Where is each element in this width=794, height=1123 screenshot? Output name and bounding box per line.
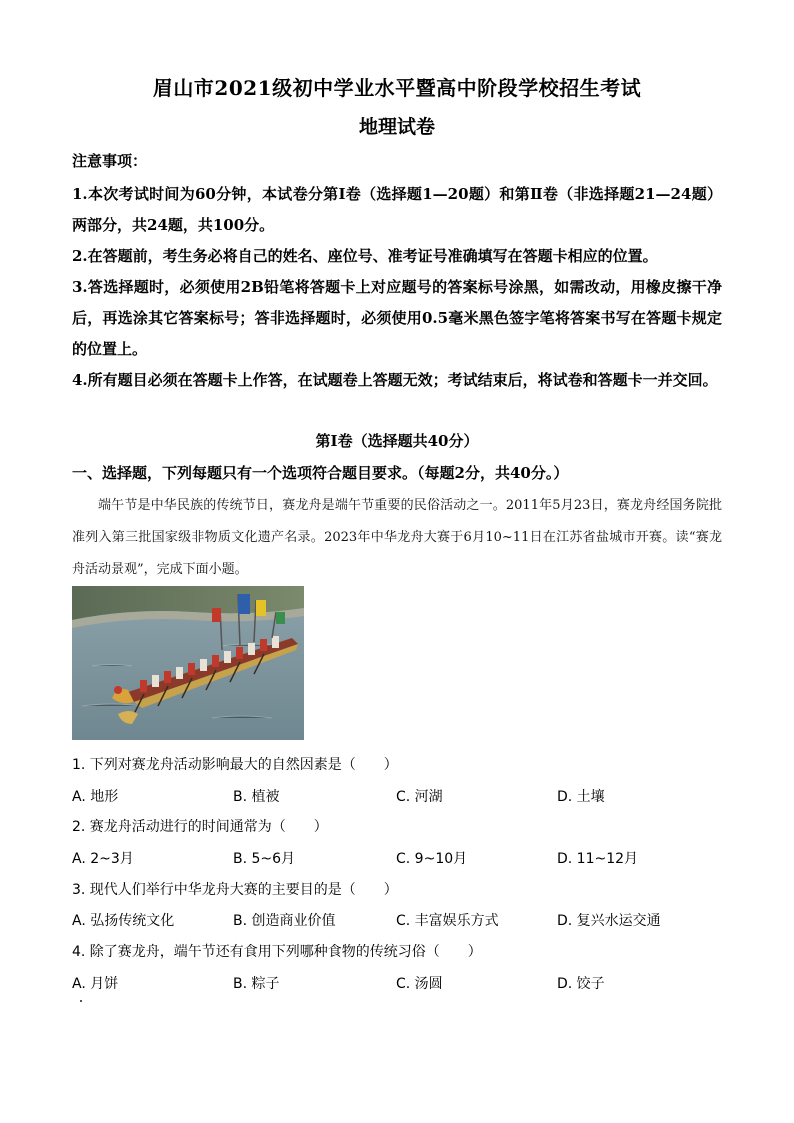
notes-heading: 注意事项： (72, 152, 148, 170)
q2-option-b: B. 5~6月 (233, 851, 296, 867)
reading-passage: 端午节是中华民族的传统节日，赛龙舟是端午节重要的民俗活动之一。2011年5月23日，赛龙舟经国务院批准列入第三批国家级非物质文化遗产名录。2023年中华龙舟大赛于6月10~11日在江苏省盐城市开赛。读“赛龙舟活动景观”，完成下面小题。 (72, 498, 722, 577)
q1-option-c: C. 河湖 (396, 789, 443, 805)
q4-option-d: D. 饺子 (557, 976, 605, 992)
q4-option-c: C. 汤圆 (396, 976, 443, 992)
q3-option-a: A. 弘扬传统文化 (72, 913, 175, 929)
note-item-1: 1.本次考试时间为60分钟，本试卷分第Ⅰ卷（选择题1—20题）和第Ⅱ卷（非选择题21—24题）两部分，共24题，共100分。 (72, 185, 722, 234)
q4-option-b: B. 粽子 (233, 976, 280, 992)
q2-option-a: A. 2~3月 (72, 851, 134, 867)
question-3: 3. 现代人们举行中华龙舟大赛的主要目的是（ ） (72, 882, 398, 898)
note-item-2: 2.在答题前，考生务必将自己的姓名、座位号、准考证号准确填写在答题卡相应的位置。 (72, 247, 658, 265)
q3-option-c: C. 丰富娱乐方式 (396, 913, 499, 929)
q1-option-a: A. 地形 (72, 789, 119, 805)
section-title: 第Ⅰ卷（选择题共40分） (315, 432, 479, 450)
q3-option-b: B. 创造商业价值 (233, 913, 336, 929)
note-item-3: 3.答选择题时，必须使用2B铅笔将答题卡上对应题号的答案标号涂黑，如需改动，用橡皮擦干净后，再选涂其它答案标号；答非选择题时，必须使用0.5毫米黑色签字笔将答案书写在答题卡规定的位置上。 (72, 278, 722, 358)
exam-title: 眉山市2021级初中学业水平暨高中阶段学校招生考试 (152, 76, 642, 100)
q1-option-b: B. 植被 (233, 789, 280, 805)
exam-subtitle: 地理试卷 (358, 116, 435, 138)
q3-option-d: D. 复兴水运交通 (557, 913, 661, 929)
question-2: 2. 赛龙舟活动进行的时间通常为（ ） (72, 819, 328, 835)
dragon-boat-photo (72, 586, 304, 740)
note-item-4: 4.所有题目必须在答题卡上作答，在试题卷上答题无效；考试结束后，将试卷和答题卡一并交回。 (72, 371, 718, 389)
dragon-boat-illustration (72, 586, 304, 740)
q1-option-d: D. 土壤 (557, 789, 605, 805)
q2-option-c: C. 9~10月 (396, 851, 468, 867)
part-heading: 一、选择题，下列每题只有一个选项符合题目要求。（每题2分，共40分。） (72, 464, 569, 482)
question-4: 4. 除了赛龙舟，端午节还有食用下列哪种食物的传统习俗（ ） (72, 944, 482, 960)
stray-mark (80, 1000, 82, 1002)
q2-option-d: D. 11~12月 (557, 851, 639, 867)
question-1: 1. 下列对赛龙舟活动影响最大的自然因素是（ ） (72, 757, 398, 773)
q4-option-a: A. 月饼 (72, 976, 119, 992)
